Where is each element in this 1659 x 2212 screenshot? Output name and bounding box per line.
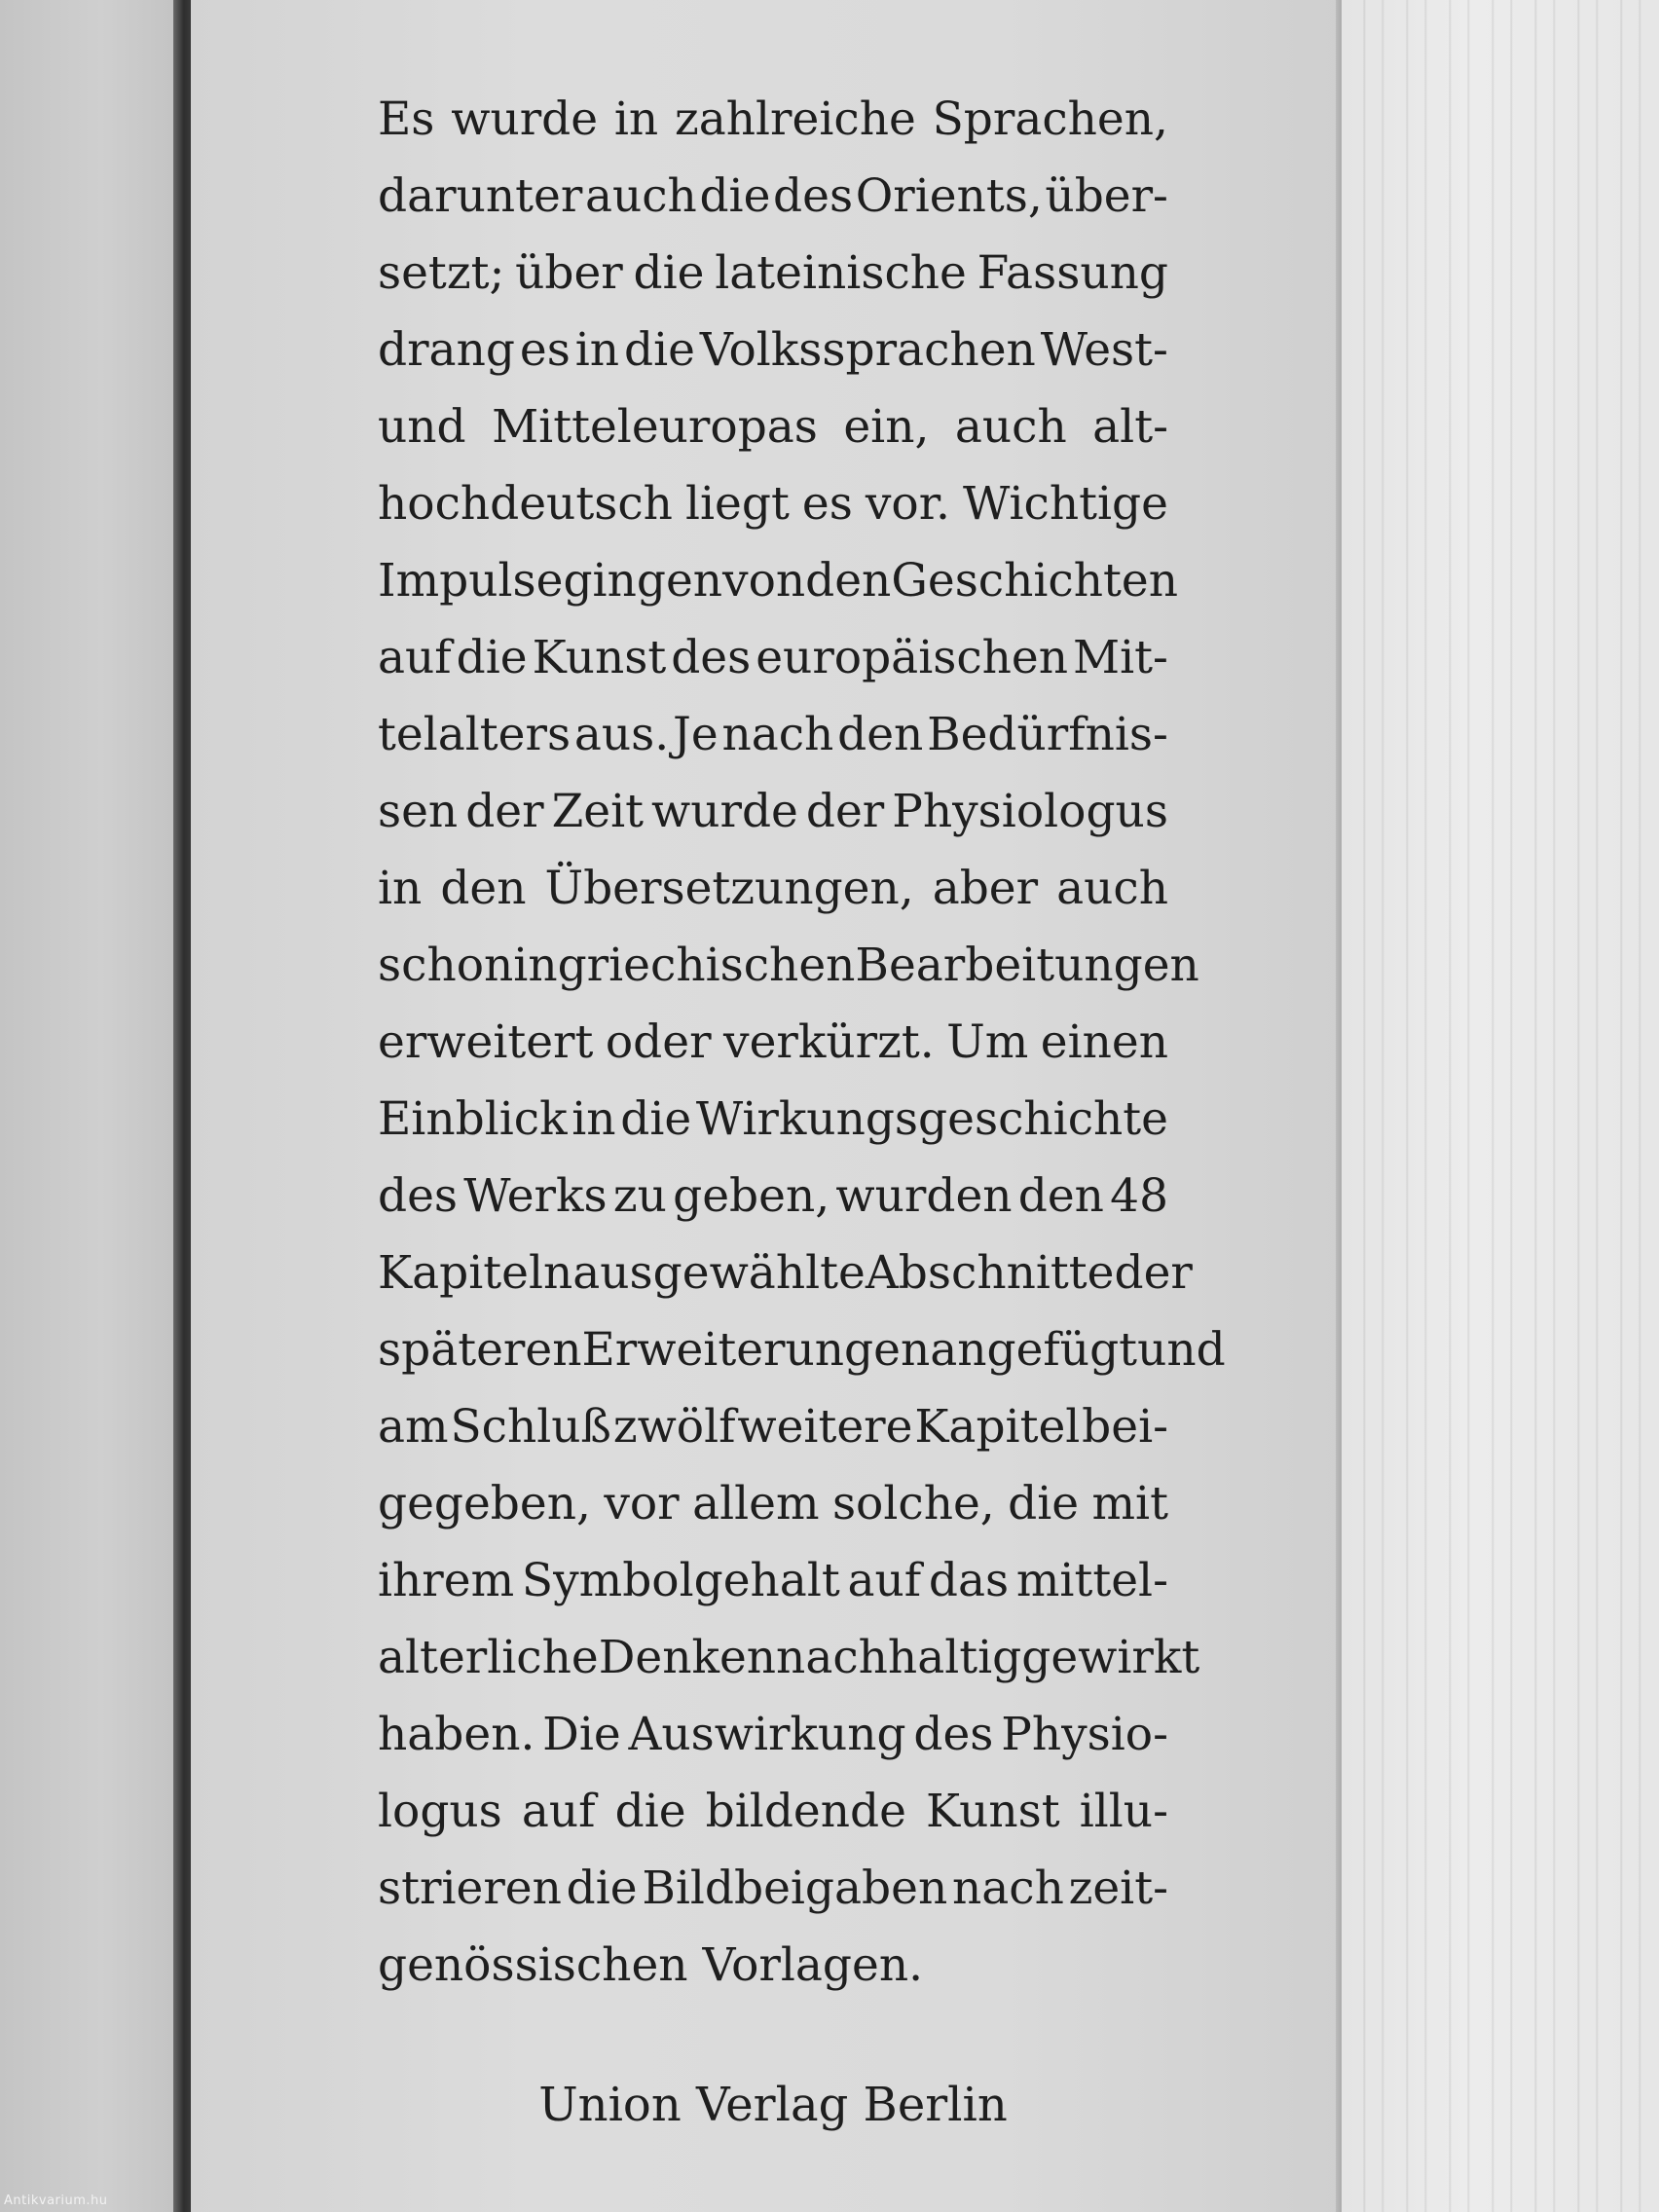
word: den xyxy=(1017,1169,1104,1223)
word: die xyxy=(1008,1477,1080,1530)
text-line xyxy=(378,1388,1168,1465)
word: hochdeutsch xyxy=(378,477,673,531)
word: nach xyxy=(721,708,834,761)
word: auch xyxy=(584,169,697,223)
word: alterliche xyxy=(378,1631,599,1684)
word: es xyxy=(801,477,853,531)
word: Sprachen, xyxy=(932,92,1168,146)
word: der xyxy=(805,785,885,838)
word: auch xyxy=(1056,862,1168,915)
word: wurde xyxy=(650,785,798,838)
word: Bedürfnis- xyxy=(927,708,1168,761)
text-line xyxy=(378,1081,1168,1158)
word: über xyxy=(515,246,623,300)
word: Wirkungsgeschichte xyxy=(695,1092,1168,1146)
word: setzt; xyxy=(378,246,505,300)
text-line xyxy=(378,773,1168,850)
left-fold-shadow xyxy=(173,0,191,2212)
word: zeit- xyxy=(1068,1862,1168,1915)
word: gewirkt xyxy=(1021,1631,1200,1684)
word: Erweiterungen xyxy=(581,1323,931,1377)
word: die xyxy=(456,631,528,684)
word: angefügt xyxy=(930,1323,1138,1377)
word: gingen xyxy=(563,554,723,608)
publisher-imprint: Union Verlag Berlin xyxy=(538,2078,1008,2132)
word: Volkssprachen xyxy=(699,323,1036,377)
word: des xyxy=(671,631,752,684)
word: logus xyxy=(378,1785,502,1838)
word: strieren xyxy=(378,1862,562,1915)
word: einen xyxy=(1040,1015,1168,1069)
word: nachhaltig xyxy=(776,1631,1022,1684)
word: die xyxy=(633,246,705,300)
word: die xyxy=(620,1092,692,1146)
wood-grain-background xyxy=(1342,0,1659,2212)
word: der xyxy=(465,785,544,838)
word: Kunst xyxy=(532,631,667,684)
text-line xyxy=(378,1235,1193,1311)
word: bildende xyxy=(705,1785,906,1838)
word: des xyxy=(378,1169,459,1223)
text-line xyxy=(378,235,1168,312)
left-backing-board xyxy=(0,0,185,2212)
word: in xyxy=(613,92,659,146)
word: Einblick xyxy=(378,1092,568,1146)
text-line xyxy=(378,465,1168,542)
word: Kunst xyxy=(925,1785,1060,1838)
watermark-text: Antikvarium.hu xyxy=(4,2194,108,2208)
word: West- xyxy=(1040,323,1168,377)
word: liegt xyxy=(684,477,790,531)
word: Mitteleuropas xyxy=(492,400,818,454)
word: und xyxy=(378,400,466,454)
word: Wichtige xyxy=(963,477,1168,531)
text-line xyxy=(378,1465,1168,1542)
word: alt- xyxy=(1092,400,1168,454)
word: verkürzt. xyxy=(723,1015,935,1069)
word: am xyxy=(378,1400,449,1454)
text-line: genössischen Vorlagen. xyxy=(378,1938,924,1992)
word: Abschnitte xyxy=(865,1246,1115,1300)
word: Geschichten xyxy=(891,554,1178,608)
word: Symbolgehalt xyxy=(521,1554,840,1607)
text-line xyxy=(378,312,1168,388)
word: ein, xyxy=(843,400,930,454)
word: in xyxy=(513,939,558,992)
word: des xyxy=(773,169,854,223)
word: die xyxy=(699,169,771,223)
word: von xyxy=(722,554,806,608)
text-line xyxy=(378,619,1168,696)
text-line xyxy=(378,1850,1168,1927)
word: der xyxy=(1114,1246,1193,1300)
word: nach xyxy=(951,1862,1064,1915)
text-line xyxy=(378,81,1168,158)
word: lateinische xyxy=(715,246,967,300)
word: auf xyxy=(521,1785,596,1838)
word: den xyxy=(440,862,527,915)
word: Physiologus xyxy=(892,785,1168,838)
word: zu xyxy=(612,1169,667,1223)
word: zwölf xyxy=(612,1400,736,1454)
word: wurde xyxy=(451,92,599,146)
word: Bildbeigaben xyxy=(642,1862,948,1915)
text-line xyxy=(378,696,1168,773)
word: erweitert xyxy=(378,1015,594,1069)
word: Je xyxy=(673,708,719,761)
word: Orients, xyxy=(855,169,1043,223)
word: späteren xyxy=(378,1323,582,1377)
word: Werks xyxy=(463,1169,608,1223)
word: des xyxy=(913,1708,994,1761)
word: solche, xyxy=(831,1477,995,1530)
word: und xyxy=(1137,1323,1226,1377)
word: Denken xyxy=(598,1631,777,1684)
text-line xyxy=(378,850,1168,927)
text-line xyxy=(378,542,1178,619)
text-line xyxy=(378,1158,1168,1235)
word: Zeit xyxy=(551,785,644,838)
word: vor. xyxy=(865,477,950,531)
text-line xyxy=(378,1773,1168,1850)
word: Physio- xyxy=(1001,1708,1168,1761)
word: in xyxy=(574,323,620,377)
word: telalters xyxy=(378,708,571,761)
word: das xyxy=(928,1554,1010,1607)
word: Impulse xyxy=(378,554,564,608)
word: Schluß xyxy=(450,1400,611,1454)
word: über- xyxy=(1045,169,1168,223)
text-line xyxy=(378,1004,1168,1081)
word: zahlreiche xyxy=(674,92,916,146)
word: auf xyxy=(378,631,452,684)
word: europäischen xyxy=(756,631,1069,684)
word: schon xyxy=(378,939,514,992)
word: geben, xyxy=(673,1169,830,1223)
word: Um xyxy=(946,1015,1029,1069)
text-line xyxy=(378,388,1168,465)
word: wurden xyxy=(835,1169,1013,1223)
word: auf xyxy=(847,1554,922,1607)
word: bei- xyxy=(1082,1400,1168,1454)
word: drang xyxy=(378,323,515,377)
word: illu- xyxy=(1079,1785,1168,1838)
text-line xyxy=(378,1696,1168,1773)
word: Fassung xyxy=(977,246,1168,300)
word: griechischen xyxy=(557,939,856,992)
text-line xyxy=(378,1619,1200,1696)
word: die xyxy=(614,1785,686,1838)
word: weitere xyxy=(737,1400,913,1454)
word: Auswirkung xyxy=(628,1708,906,1761)
word: Die xyxy=(542,1708,621,1761)
word: 48 xyxy=(1110,1169,1168,1223)
flap-text-paragraph xyxy=(378,81,1226,2004)
text-line xyxy=(378,1311,1226,1388)
text-line xyxy=(378,158,1168,235)
word: allem xyxy=(692,1477,820,1530)
word: aus. xyxy=(573,708,670,761)
word: in xyxy=(378,862,423,915)
word: Mit- xyxy=(1073,631,1168,684)
word: mit xyxy=(1091,1477,1168,1530)
word: mittel- xyxy=(1015,1554,1168,1607)
word: oder xyxy=(605,1015,712,1069)
word: Bearbeitungen xyxy=(855,939,1199,992)
word: es xyxy=(519,323,571,377)
word: auch xyxy=(954,400,1067,454)
word: gegeben, xyxy=(378,1477,591,1530)
word: aber xyxy=(932,862,1039,915)
word: Es xyxy=(378,92,435,146)
text-line xyxy=(378,1542,1168,1619)
word: den xyxy=(805,554,892,608)
word: die xyxy=(566,1862,638,1915)
word: Kapitel xyxy=(914,1400,1081,1454)
word: ihrem xyxy=(378,1554,515,1607)
word: haben. xyxy=(378,1708,535,1761)
word: die xyxy=(624,323,695,377)
text-line xyxy=(378,927,1199,1004)
word: Übersetzungen, xyxy=(544,862,914,915)
word: in xyxy=(571,1092,616,1146)
word: ausgewählte xyxy=(572,1246,866,1300)
word: den xyxy=(837,708,924,761)
word: Kapiteln xyxy=(378,1246,573,1300)
word: sen xyxy=(378,785,459,838)
word: darunter xyxy=(378,169,583,223)
word: vor xyxy=(604,1477,680,1530)
